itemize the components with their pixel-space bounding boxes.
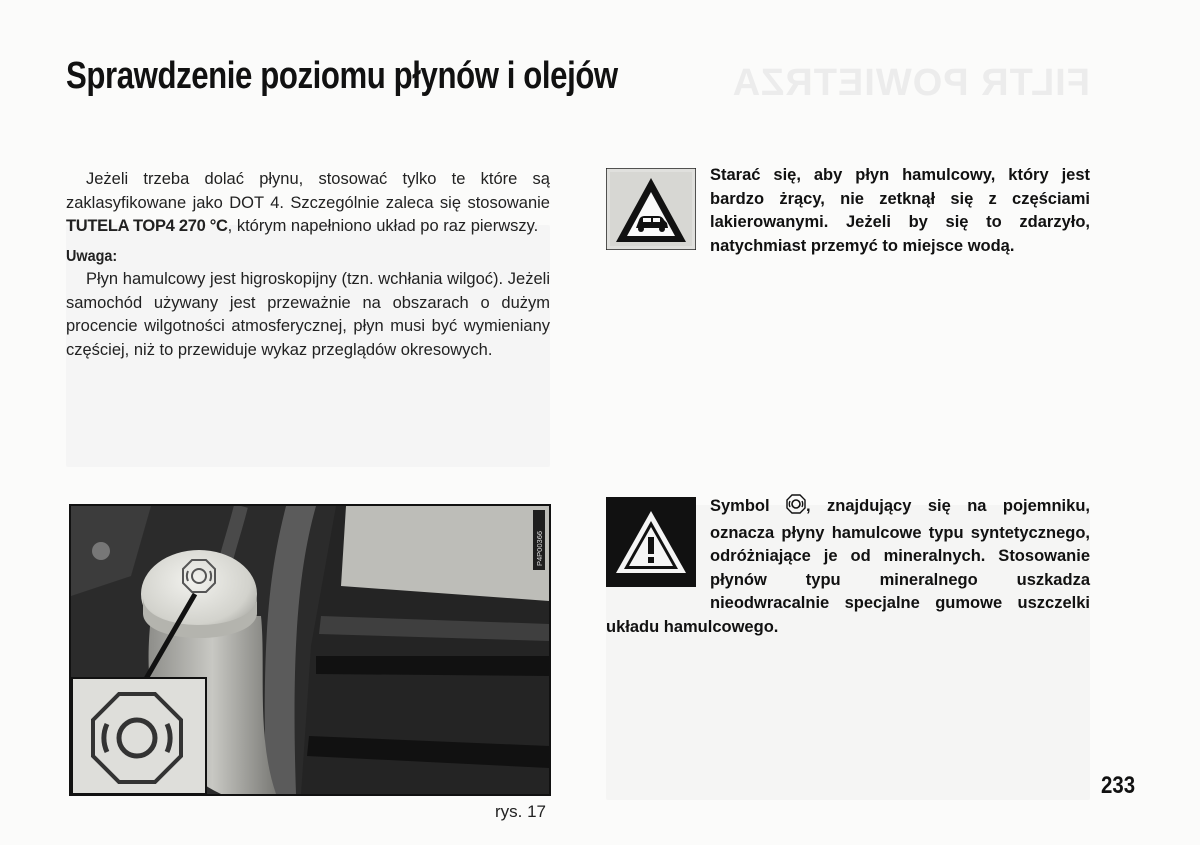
warning-corrosive-fluid xyxy=(606,164,1090,260)
product-name: TUTELA TOP4 270 °C xyxy=(66,217,228,235)
page-title: Sprawdzenie poziomu płynów i olejów xyxy=(66,55,618,97)
brake-fluid-reservoir-photo xyxy=(69,504,551,796)
note-paragraph: Płyn hamulcowy jest higroskopijny (tzn. wchłania wilgoć). Jeżeli samochód używany jest przeważnie na obszarach o dużym procencie wilgotności atmosferycznej, płyn musi być wymieniany częściej, niż to przewiduje wykaz przeglądów okresowych. xyxy=(66,270,550,359)
page-number: 233 xyxy=(1101,772,1136,799)
figure-caption: rys. 17 xyxy=(495,802,547,821)
warning-text-1: Starać się, aby płyn hamulcowy, który jest bardzo żrący, nie zetknął się z częściami lakierowanymi. Jeżeli by się to zdarzyło, natychmiast przemyć to miejsce wodą. xyxy=(710,166,1090,255)
intro-paragraph: Jeżeli trzeba dolać płynu, stosować tylko te które są zaklasyfikowane jako DOT 4. Szczególnie zaleca się stosowanie TUTELA TOP4 270 °C, którym napełniono układ po raz pierwszy. xyxy=(66,170,550,235)
note-heading: Uwaga: xyxy=(66,247,118,265)
bleed-through-title: FILTR POWIETRZA xyxy=(731,62,1090,104)
car-warning-triangle-icon xyxy=(606,168,696,258)
figure-code: P4P00366 xyxy=(535,530,544,566)
exclamation-warning-triangle-icon xyxy=(606,497,696,595)
warning-text-2: Symbol , znajdujący się na pojemniku, oznacza płyny hamulcowe typu syntetycznego, odróżniające je od mineralnych. Stosowanie płynów typu mineralnego uszkadza nieodwracalnie specjalne gumowe uszczelki układu hamulcowego. xyxy=(606,494,1090,639)
reservoir-illustration xyxy=(71,506,549,794)
intro-section xyxy=(66,168,550,362)
inline-brake-fluid-symbol-icon xyxy=(786,494,806,522)
warning-mineral-fluid xyxy=(606,494,1090,639)
